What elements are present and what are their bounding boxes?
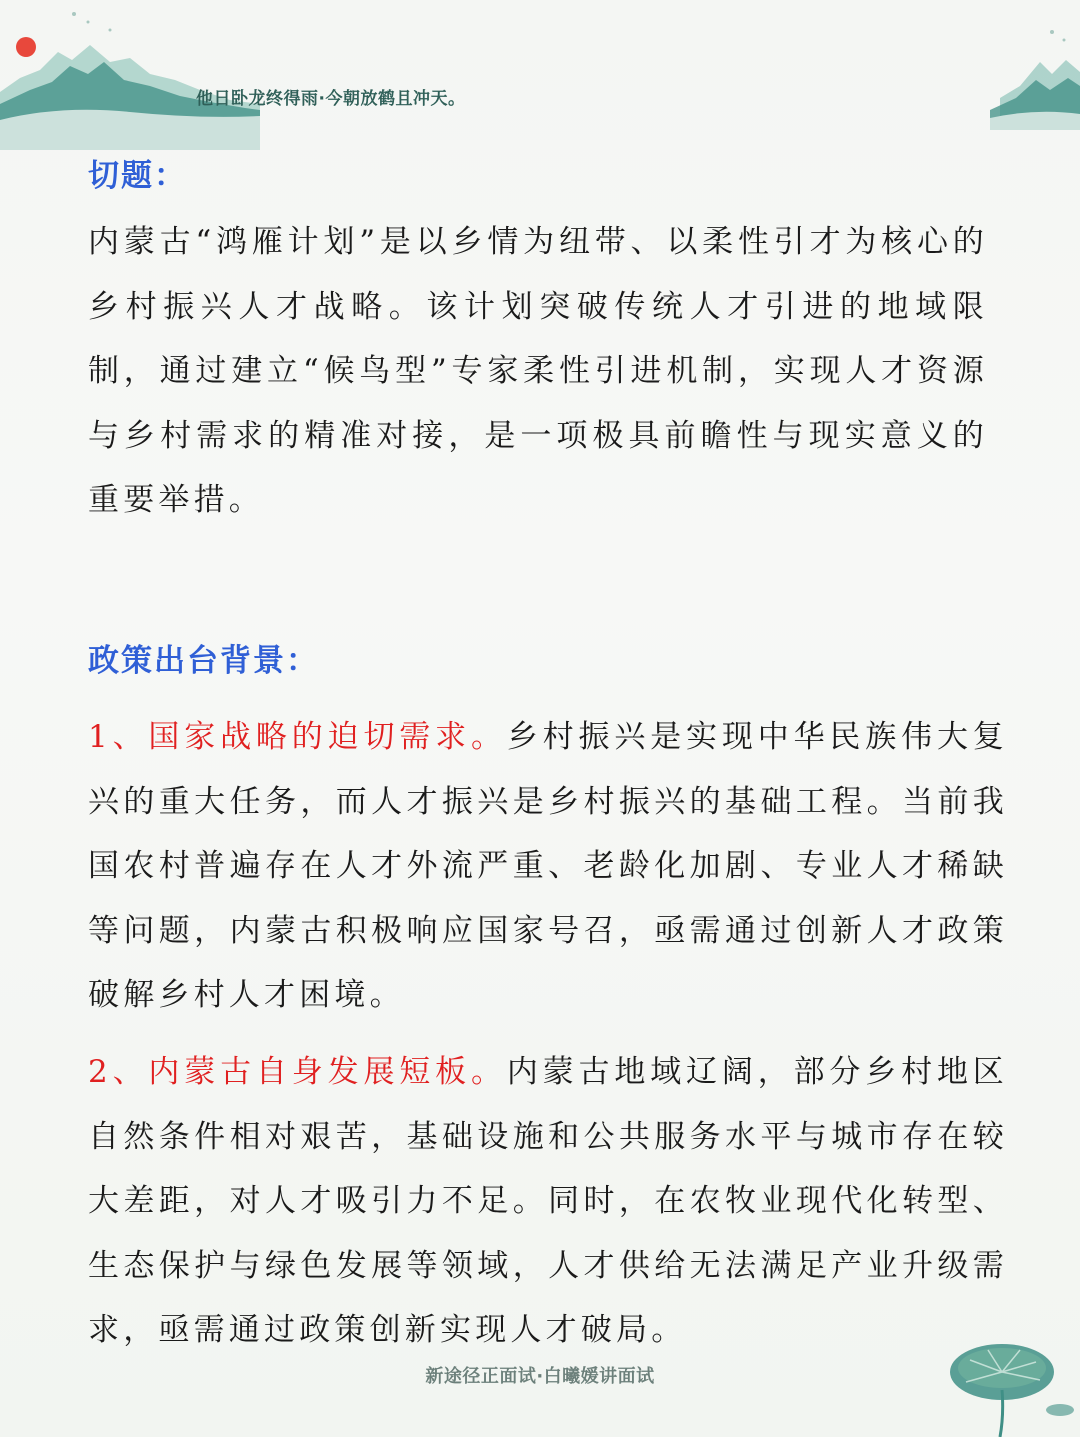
background-point-2 bbox=[88, 1040, 1008, 1363]
section-heading-background: 政策出台背景： bbox=[88, 643, 319, 679]
mountain-landscape-right-decoration bbox=[990, 20, 1080, 130]
header-motto: 他日卧龙终得雨·今朝放鹤且冲天。 bbox=[196, 89, 466, 109]
point-1-text: 乡村振兴是实现中华民族伟大复兴的重大任务，而人才振兴是乡村振兴的基础工程。当前我国农村普遍存在人才外流严重、老龄化加剧、专业人才稀缺等问题，内蒙古积极响应国家号召，亟需通过创新人才政策破解乡村人才困境。 bbox=[88, 719, 1008, 1013]
topic-paragraph: 内蒙古“鸿雁计划”是以乡情为纽带、以柔性引才为核心的乡村振兴人才战略。该计划突破传统人才引进的地域限制，通过建立“候鸟型”专家柔性引进机制，实现人才资源与乡村需求的精准对接，是一项极具前瞻性与现实意义的重要举措。 bbox=[88, 224, 988, 518]
sun-icon bbox=[16, 37, 36, 57]
footer-signature: 新途径正面试·白曦媛讲面试 bbox=[425, 1366, 655, 1387]
point-2-highlight: 2、内蒙古自身发展短板。 bbox=[88, 1054, 507, 1090]
point-1-highlight: 1、国家战略的迫切需求。 bbox=[88, 719, 507, 755]
mountain-landscape-left-decoration bbox=[0, 0, 260, 150]
background-point-1 bbox=[88, 705, 1008, 1028]
point-2-text: 内蒙古地域辽阔，部分乡村地区自然条件相对艰苦，基础设施和公共服务水平与城市存在较大差距，对人才吸引力不足。同时，在农牧业现代化转型、生态保护与绿色发展等领域，人才供给无法满足产业升级需求，亟需通过政策创新实现人才破局。 bbox=[88, 1054, 1008, 1348]
section-heading-topic: 切题： bbox=[88, 158, 187, 194]
